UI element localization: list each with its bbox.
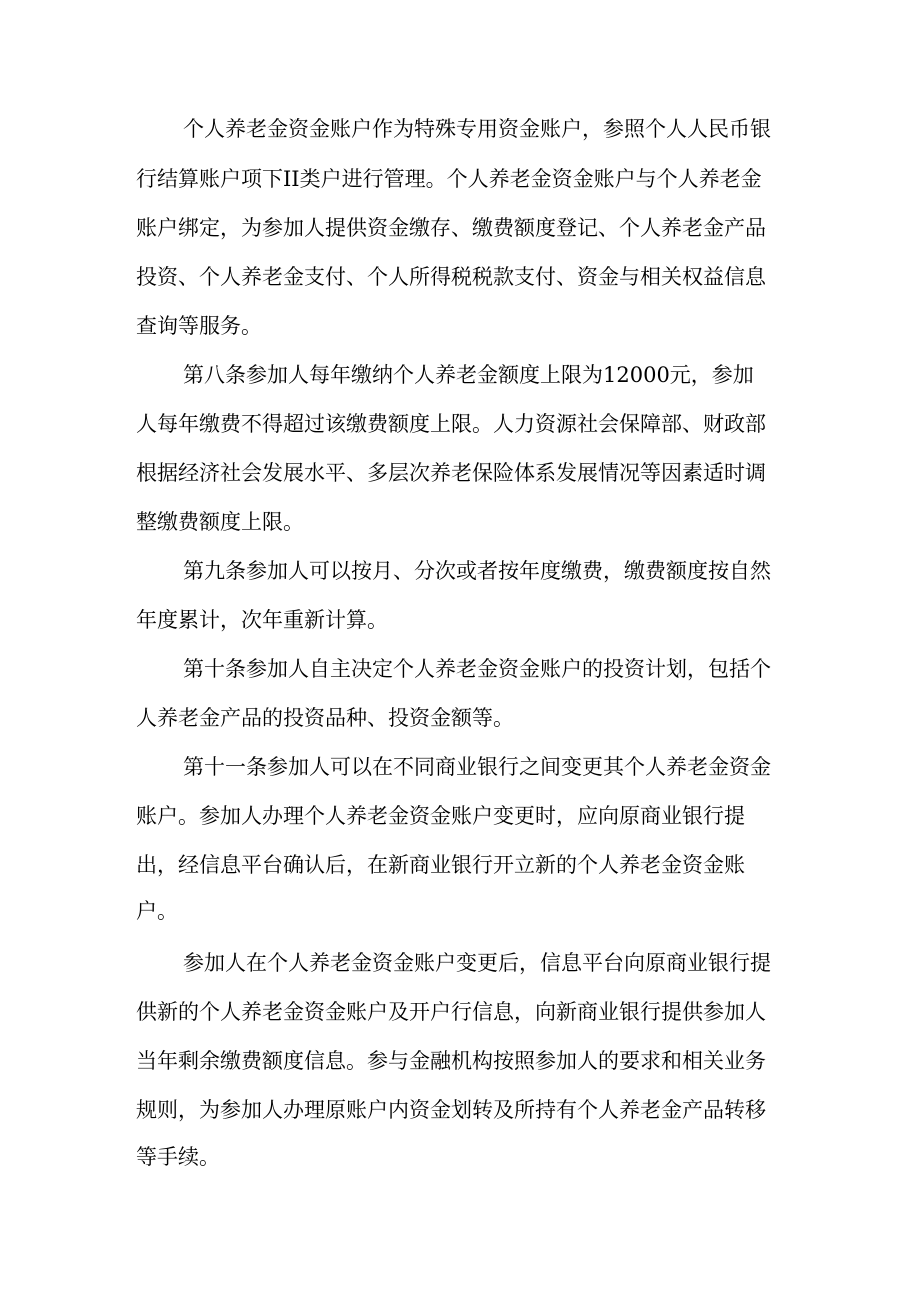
paragraph-3-line-1: 第九条参加人可以按月、分次或者按年度缴费，缴费额度按自然 [183,559,771,583]
paragraph-3-line-2: 年度累计，次年重新计算。 [136,608,388,632]
paragraph-6-line-4: 规则，为参加人办理原账户内资金划转及所持有个人养老金产品转移 [136,1098,766,1122]
paragraph-1-line-3: 账户绑定，为参加人提供资金缴存、缴费额度登记、个人养老金产品 [136,216,766,240]
paragraph-2-line-4: 整缴费额度上限。 [136,510,304,534]
paragraph-1-line-2: 行结算账户项下II类户进行管理。个人养老金资金账户与个人养老金 [136,167,762,191]
paragraph-5-line-4: 户。 [136,899,178,923]
paragraph-6-line-2: 供新的个人养老金资金账户及开户行信息，向新商业银行提供参加人 [136,1000,766,1024]
paragraph-1-line-4: 投资、个人养老金支付、个人所得税税款支付、资金与相关权益信息 [136,265,766,289]
paragraph-5-line-3: 出，经信息平台确认后，在新商业银行开立新的个人养老金资金账 [136,853,745,877]
paragraph-2-line-2: 人每年缴费不得超过该缴费额度上限。人力资源社会保障部、财政部 [136,412,766,436]
paragraph-6-line-5: 等手续。 [136,1145,220,1169]
paragraph-5-line-1: 第十一条参加人可以在不同商业银行之间变更其个人养老金资金 [183,755,771,779]
paragraph-4-line-2: 人养老金产品的投资品种、投资金额等。 [136,706,514,730]
paragraph-2-line-3: 根据经济社会发展水平、多层次养老保险体系发展情况等因素适时调 [136,461,766,485]
paragraph-6-line-3: 当年剩余缴费额度信息。参与金融机构按照参加人的要求和相关业务 [136,1049,766,1073]
paragraph-4-line-1: 第十条参加人自主决定个人养老金资金账户的投资计划，包括个 [183,657,771,681]
paragraph-1-line-1: 个人养老金资金账户作为特殊专用资金账户，参照个人人民币银 [183,117,771,141]
paragraph-5-line-2: 账户。参加人办理个人养老金资金账户变更时，应向原商业银行提 [136,804,745,828]
paragraph-1-line-5: 查询等服务。 [136,314,262,338]
paragraph-2-line-1: 第八条参加人每年缴纳个人养老金额度上限为12000元，参加 [183,363,754,387]
paragraph-6-line-1: 参加人在个人养老金资金账户变更后，信息平台向原商业银行提 [183,951,771,975]
